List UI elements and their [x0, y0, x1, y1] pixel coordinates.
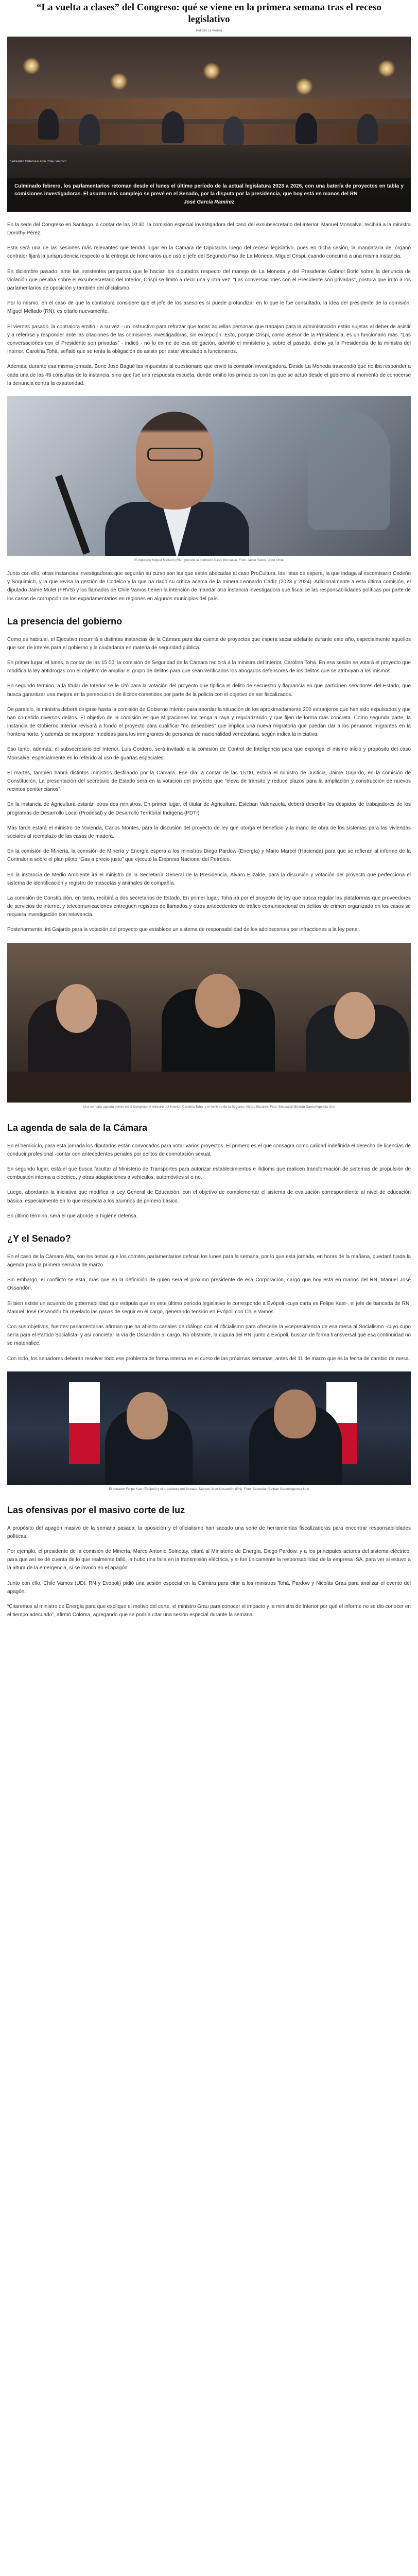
paragraph-text: En primer lugar, el lunes, a contar de las 15:00, la comisión de Seguridad de la Cámara recibirá a la ministra del Interior, Carolina Tohá. En esa sesión se votará el proyecto que modifica la ley antidrogas con el objetivo de ampliar el grupo de delitos para que sean verificados los abogados defensores de los delitos que se atribuyan a los mismos. — [7, 659, 411, 674]
ceiling-lamp — [203, 62, 220, 80]
photo-kast-ossandon — [7, 1371, 411, 1492]
ceiling-lamp — [378, 60, 395, 77]
paragraph — [7, 1142, 411, 1159]
photo-image — [7, 943, 411, 1103]
paragraph — [7, 299, 411, 316]
paragraph-text: Sin embargo, el conflicto se está, más que en la definición de quién será el próximo presidente de esa Corporación, cargo que hoy está en manos del RN, Manuel José Ossandón. — [7, 1277, 411, 1292]
paragraph — [7, 848, 411, 864]
paragraph — [7, 682, 411, 699]
paragraph — [7, 1276, 411, 1293]
legislator-figure — [79, 114, 100, 145]
paragraph — [7, 871, 411, 888]
paragraph-text: El martes, también habrá distintos ministros desfilando por la Cámara. Ese día, a contar de las 15:00, estará el ministro de Justicia, Jaime Gajardo, en la comisión de Constitución. La presentación del secretario de Estado será en la votación del proyecto que “eleva de tránsito y reduce plazos para la ampliación y construcción de nuevos recintos penitenciarios”. — [7, 770, 411, 793]
byline: Noticias La Prensa — [196, 29, 222, 32]
face — [56, 984, 97, 1033]
paragraph — [7, 769, 411, 794]
paragraph-text: Junto con ello, otras instancias investigadoras que seguirán su curso son las que están abocadas al caso ProCultura, las listas de espera, la que indaga al excomisario Cedeño y Soquimich, y la que revisa la gestión de Codelco y la que ha dado su crítica acerca de la minera Leonardo Cádiz (2023 y 2024). Adicionalmente a esta última comisión, el diputado Jaime Mulet (FRVS) y los llamados de Chile Vamos tienen la intención de mandar otra instancia investigadora que fiscalice las responsabilidades políticas por parte de los casos de corrupción de los exparlamentarios en regiones en algunos municipios del país. — [7, 570, 411, 602]
paragraph — [7, 323, 411, 357]
face — [274, 1389, 316, 1438]
paragraph — [7, 801, 411, 817]
seat-row — [7, 124, 411, 145]
legislator-figure — [295, 113, 317, 144]
paragraph — [7, 1323, 411, 1348]
hero-lead-text: Culminado febrero, los parlamentarios retoman desde el lunes el último período de la actual legislatura 2023 a 2026, con una batería de proyectos en tabla y comisiones investigadoras. El asunto más complejo se prevé en el Senado, por la disputa por la presidencia, que hoy está en manos del RN — [14, 183, 404, 197]
paragraph-text: Con sus objetivos, fuentes parlamentarias afirman que ha abierto canales de diálogo con el oficialismo para ofrecerle la vicepresidencia de esa mesa al Socialismo -cuyo cupo sería para el Partido Socialista- y así concretar la vía de Ossandón al cargo. No obstante, la cúpula del RN, junto a Evópoli, buscan de forma transversal que esa continuidad no se materialice. — [7, 1324, 411, 1347]
paragraph-text: En último término, será el que aborde la higiene defensa. — [7, 1213, 138, 1219]
paragraph — [7, 745, 411, 762]
paragraph — [7, 221, 411, 238]
hero-author: José García Ramírez — [183, 199, 235, 206]
legislator-figure — [223, 116, 244, 145]
legislator-figure — [162, 111, 184, 143]
photo-image — [7, 1371, 411, 1485]
photo-caption: El senador Felipe Kast (Evópoli) y el presidente del Senado, Manuel José Ossandón (RN). Foto: Sebastián Beltrán Gaete/Agencia Uno — [109, 1487, 309, 1491]
paragraph-text: En la instancia de Medio Ambiente irá el ministro de la Secretaría General de la Presidencia, Álvaro Elizalde, para la discusión y votación del proyecto que perfecciona el sistema de identificación y registro de mascotas y animales de compañía. — [7, 872, 411, 886]
paragraph — [7, 1165, 411, 1182]
paragraph-text: De paralelo, la ministra deberá dirigirse hasta la comisión de Gobierno Interior para abordar la situación de los aproximadamente 200 extranjeros que han sido expulsados y que han cometido diversos delitos. El objetivo de la comisión es que Migraciones los tenga a raya y regularizando y que fijen de forma más concreta. Como segunda parte, la instancia de Gobierno Interior revisará a fondo el proyecto para cualificar “no deseables” que implica una nueva migratoria que puedan dar a los peruanos migrantes en la frontera norte, y además de incorporar medidas para los inmigrantes de personas de nacionalidad venezolana, según indica la iniciativa. — [7, 706, 411, 738]
paragraph-text: En la comisión de Minería, la comisión de Minería y Energía espera a los ministros Diego Pardow (Energía) y Mario Marcel (Hacienda) para que se refieran al informe de la Contraloría sobre el plan piloto “Gas a precio justo” que ejecutó la Empresa Nacional del Petróleo. — [7, 849, 411, 863]
paragraph — [7, 894, 411, 920]
ceiling-lamp — [295, 78, 313, 95]
headline: “La vuelta a clases” del Congreso: qué se viene en la primera semana tras el receso legislativo — [36, 2, 381, 25]
paragraph-text: Además, durante esa misma jornada, Boric José Bagué las impuestas al cuestionario que envió la comisión investigadora. Desde La Moneda trascendió que no iba responder a cada una de las 49 consultas de la instancia, sino que fue una respuesta escueta, donde omitió los principios con los que se actuó desde el gobierno al momento de conocerse la denuncia contra la exautoridad. — [7, 364, 411, 386]
paragraph-text: Junto con ello, Chile Vamos (UDI, RN y Evópoli) pidió una sesión especial en la Cámara para citar a los ministros Tohá, Pardow y Nicolás Grau para analizar el evento del apagón. — [7, 1580, 411, 1595]
paragraph-text: Luego, abordarán la iniciativa que modifica la Ley General de Educación, con el objetivo de complementar el sistema de evaluación correspondiente al nivel de educación básica, especialmente en lo que respecta a los alumnos de primero básico. — [7, 1190, 411, 1204]
desk — [7, 1072, 411, 1103]
paragraph — [7, 1253, 411, 1269]
face — [195, 974, 240, 1028]
paragraph — [7, 1189, 411, 1205]
section-heading: ¿Y el Senado? — [7, 1233, 71, 1244]
photo-caption: Una semana agitada tienen en el Congreso el ministro del Interior, Carolina Tohá, y el ministro de la Segpres, Álvaro Elizalde. Foto: Sebastián Beltrán Gaete/Agencia Uno — [83, 1105, 335, 1109]
paragraph-text: Por lo mismo, en el caso de que la contralora considere que el jefe de los asesores sí puede profundizar en lo que le fue consultado, la idea del presidente de la comisión, Miguel Mellado (RN), es citarlo nuevamente. — [7, 300, 411, 315]
paragraph-text: Posteriormente, irá Gajardo para la votación del proyecto que establece un sistema de responsabilidad de los adolescentes por infracciones a la ley penal. — [7, 927, 360, 933]
face — [334, 992, 375, 1039]
paragraph-text: Con todo, los senadores deberán resolver todo ese problema de forma interna en el curso de las próximas semanas, antes del 11 de marzo que es la fecha de cambio de mesa. — [7, 1355, 410, 1362]
face — [127, 1392, 168, 1439]
flag — [69, 1382, 100, 1464]
paragraph-text: Más tarde estará el ministro de Vivienda, Carlos Montes, para la discusión del proyecto de ley que otorga el beneficio y la mano de obra de los sistemas para las viviendas sociales al reemplazo de las casas de madera. — [7, 825, 411, 839]
paragraph-text: En segundo término, a la titular de Interior se le citó para la votación del proyecto que tipifica el delito de secuestro y flagrancia en que participen servidores del Estado, que busca garantizar una mejora en la persecución de ilícitos cometidos por parte de la policía con el objetivo de ser fiscalizados. — [7, 683, 411, 698]
paragraph — [7, 1580, 411, 1596]
paragraph — [7, 659, 411, 675]
hero-image — [7, 37, 411, 212]
paragraph — [7, 706, 411, 739]
paragraph — [7, 244, 411, 261]
paragraph-text: En el caso de la Cámara Alta, son los temas que los comités parlamentarios definan los lunes para la semana, por lo que esta jornada, en horas de la mañana, quedará fijada la agenda para la primera semana de marzo. — [7, 1253, 411, 1268]
paragraph-text: Como es habitual, el Ejecutivo recurrirá a distintas instancias de la Cámara para dar cuenta de proyectos que espera sacar adelante durante este año, especialmente aquellos que son de interés para el gobierno y la ciudadanía en materia de seguridad pública. — [7, 636, 411, 651]
legislator-figure — [357, 114, 378, 144]
section-heading: Las ofensivas por el masivo corte de luz — [7, 1504, 185, 1515]
paragraph — [7, 570, 411, 603]
section-heading: La agenda de sala de la Cámara — [7, 1122, 148, 1133]
paragraph — [7, 1548, 411, 1573]
hero-lead — [7, 178, 411, 212]
paragraph-text: Por ejemplo, el presidente de la comisión de Minería, Marco Antonio Solnotay, citará al Ministerio de Energía, Diego Pardow, y a los principales actores del sistema eléctrico, para que así se dé cuenta de lo que realmente falló, la hubo una falla en la transmisión eléctrica, y si fue únicamente la responsabilidad de la empresa ISA, para ver si estuvo a la altura de la emergencia, si se invocó en el apagón. — [7, 1549, 411, 1571]
paragraph — [7, 636, 411, 652]
paragraph-text: En segundo lugar, está el que busca facultar al Ministerio de Transportes para autorizar establecimientos e ilidioms que realicen transformación de sistemas de propulsión de combustión interna a eléctrico, y otras adaptaciones a vehículos, automóviles sí o no. — [7, 1166, 411, 1181]
paragraph-text: La comisión de Constitución, en tanto, recibirá a dos secretarios de Estado. En primer lugar, Tohá irá por el proyecto de ley que busca regular las plataformas que proveedores de servicios de internet y telecomunicaciones entreguen registros de llamados y otros antecedentes de tráfico comunicacional en delitos de crimen organizado en los casos se requiera investigación con relevancia. — [7, 895, 411, 918]
photo-mellado — [7, 396, 411, 563]
section-heading: La presencia del gobierno — [7, 616, 123, 626]
paragraph — [7, 268, 411, 293]
paragraph-text: El viernes pasado, la contralora emitió - a su vez - un instructivo para reforzar que todas aquellas personas que trabajan para la administración están sujetas al deber de asistir y a referirse y responder ante las citaciones de las comisiones investigadoras, sin excepción. Esto, porque Crispi, como asesor de la Presidencia, es un funcionario más. “Las conversaciones con el Presidente son privadas” - indicó - no lo exime de esa obligación, advirtió el ministerio y, sobre el pasado, dicho ya la Presidencia de la ministra del Interior, Carolina Tohá, señaló que se tenía la obligación de asistir por estar vinculado a funcionarios. — [7, 324, 411, 355]
paragraph — [7, 1603, 411, 1619]
paragraph — [7, 926, 411, 934]
photo-image — [7, 396, 411, 556]
paragraph-text: Si bien existe un acuerdo de gobernabilidad que estipula que en este último período legislativo le corresponde a Evópoli -cuya carta es Felipe Kast-, el jefe de bancada de RN, Manuel José Ossandón ha revelado las ganas de seguir en el cargo, generando tensión en Evópoli con Chile Vamos. — [7, 1300, 411, 1315]
paragraph — [7, 1300, 411, 1316]
ceiling-lamp — [23, 57, 40, 75]
photo-toha-elizalde — [7, 943, 411, 1110]
background-person — [308, 412, 390, 530]
seat-row — [7, 98, 411, 119]
paragraph-text: En el hemiciclo, para esta jornada los diputados están convocados para votar varios proyectos. El primero es el que consagra como calidad indefinida el derecho de licencias de conducir profesional ·contar con antecedentes penales por delitos de connotación sexual. — [7, 1143, 411, 1157]
paragraph-text: En la instancia de Agricultura estarán otros dos ministros. En primer lugar, el titular de Agricultura, Esteban Valenzuela, deberá describir los despidos de trabajadores de los programas de Desarrollo Local (Prodesal) y de Desarrollo Territorial Indígena (PDTI). — [7, 802, 411, 816]
glasses — [147, 448, 203, 461]
paragraph — [7, 1355, 411, 1363]
paragraph-text: En diciembre pasado, ante las insistentes preguntas que le hacían los diputados respecto del manejo de La Moneda y del Presidente Gabriel Boric sobre la denuncia de violación que pesaba sobre el exsubsecretario del Interior, Crispi se limitó a decir una y otra vez: “Las conversaciones con el Presidente son privadas”, postura que irritó a los parlamentarios de oposición y también del oficialismo. — [7, 268, 411, 292]
paragraph-text: En la sede del Congreso en Santiago, a contar de las 10:30, la comisión especial investigadora del caso del exsubsecretario del Interior, Manuel Monsalve, recibirá a la ministra Dorothy Pérez. — [7, 222, 411, 236]
paragraph — [7, 363, 411, 388]
hero-photo-credit: Sebastián Cisternas/ Aton Chile / Archivo — [10, 160, 67, 163]
photo-caption: El diputado Miguel Mellado (RN), preside la comisión Caso Monsalve. Foto: Javier Salvo / Aton Chile — [134, 558, 284, 562]
paragraph — [7, 824, 411, 841]
paragraph-text: “Citaremos al ministro de Energía para que explique el motivo del corte, el ministro Grau para conocer el impacto y la ministra de Interior por qué el informe no se dio conocer en el tiempo adecuado”, afirmó Coloma, agregando que se podría citar una sesión especial durante la semana. — [7, 1603, 411, 1618]
paragraph — [7, 1524, 411, 1541]
ceiling-lamp — [110, 73, 128, 90]
microphone — [55, 474, 90, 554]
paragraph-text: Esta será una de las sesiones más relevantes que tendrá lugar en la Cámara de Diputados luego del receso legislativo, pues en dicha sesión, la mandataria del órgano contralor fijará la jurisprudencia respecto a la entrega de honorarios que usó el jefe del Segundo Piso de La Moneda, Miguel Crispi, cuando concurrió a una misma instancia. — [7, 245, 411, 260]
paragraph — [7, 1212, 411, 1221]
paragraph-text: A propósito del apagón masivo de la semana pasada, la oposición y el oficialismo han sacado una serie de herramientas fiscalizadoras para encontrar responsabilidades políticas. — [7, 1525, 411, 1539]
paragraph-text: Eso tanto, además, el subsecretario del Interior, Luis Cordero, será invitado a la comisión de Control de Inteligencia para que exponga el mismo inicio y propósito del caso Monsalve, especialmente en lo referido al uso de guarías especiales. — [7, 747, 411, 761]
legislator-figure — [38, 109, 59, 140]
